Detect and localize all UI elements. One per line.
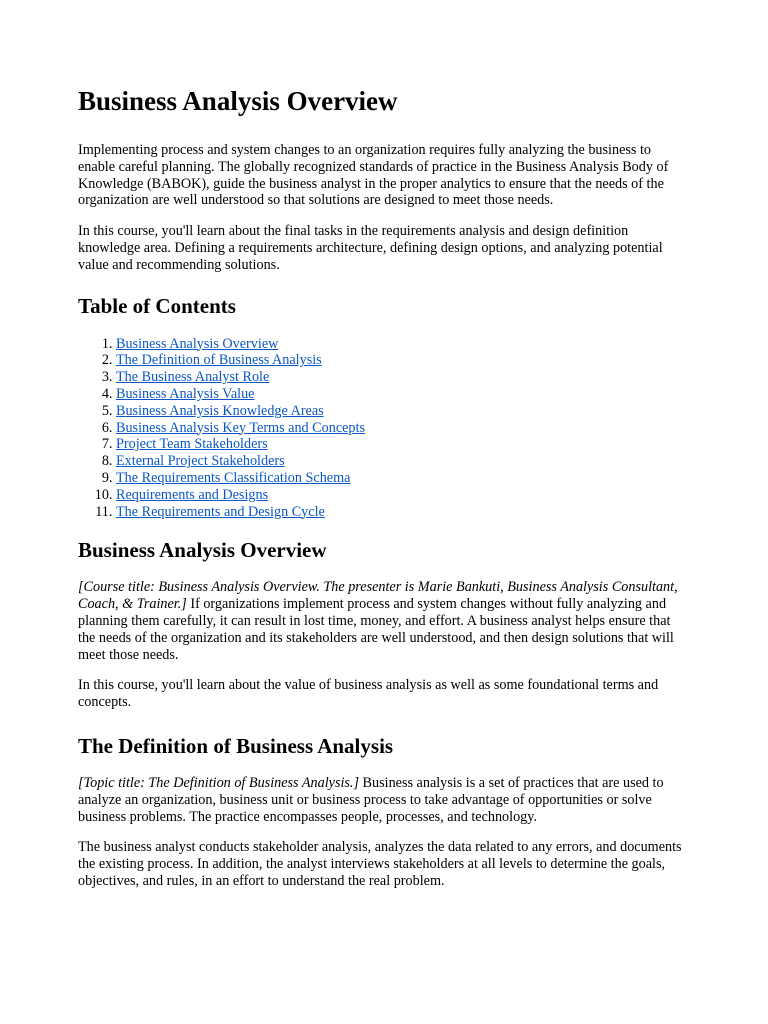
section-heading-definition: The Definition of Business Analysis — [78, 733, 394, 758]
toc-link-definition-of-business-analysis[interactable]: The Definition of Business Analysis — [116, 352, 322, 369]
definition-paragraph-2: The business analyst conducts stakeholder analysis, analyzes the data related to any errors, and documents the existing process. In addition, the analyst interviews stakeholders at all levels to determine the goals, objectives, and rules, in an effort to understand the real problem. — [78, 839, 682, 889]
course-title-note: [Course title: Business Analysis Overview. The presenter is Marie Bankuti, Business Analysis Consultant, Coach, & Trainer.] — [78, 579, 678, 613]
toc-link-business-analysis-value[interactable]: Business Analysis Value — [116, 385, 255, 402]
toc-item — [116, 369, 688, 386]
toc-link-requirements-and-designs[interactable]: Requirements and Designs — [116, 486, 269, 503]
toc-item — [116, 336, 688, 353]
toc-link-external-project-stakeholders[interactable]: External Project Stakeholders — [116, 453, 285, 470]
toc-link-business-analyst-role[interactable]: The Business Analyst Role — [116, 369, 270, 386]
topic-title-note: [Topic title: The Definition of Business Analysis.] — [78, 774, 359, 791]
toc-item — [116, 504, 688, 521]
toc-item — [116, 420, 688, 437]
toc-item — [116, 403, 688, 420]
intro-paragraph-2: In this course, you'll learn about the final tasks in the requirements analysis and design definition knowledge area. Defining a requirements architecture, defining design options, and analyzing potential value and recommending solutions. — [78, 223, 663, 273]
toc-link-project-team-stakeholders[interactable]: Project Team Stakeholders — [116, 436, 268, 453]
toc-link-requirements-and-design-cycle[interactable]: The Requirements and Design Cycle — [116, 503, 325, 520]
toc-item — [116, 470, 688, 487]
table-of-contents — [78, 336, 688, 521]
toc-heading: Table of Contents — [78, 293, 236, 318]
definition-paragraph-1-text: Business analysis is a set of practices that are used to analyze an organization, business unit or business process to take advantage of opportunities or solve business problems. The practice encompasses people, processes, and technology. — [78, 774, 664, 825]
toc-link-key-terms-and-concepts[interactable]: Business Analysis Key Terms and Concepts — [116, 419, 365, 436]
page-title: Business Analysis Overview — [78, 86, 398, 116]
toc-link-knowledge-areas[interactable]: Business Analysis Knowledge Areas — [116, 402, 324, 419]
toc-item — [116, 352, 688, 369]
section-heading-overview: Business Analysis Overview — [78, 538, 327, 563]
overview-paragraph-1 — [78, 579, 688, 663]
overview-paragraph-1-text: If organizations implement process and system changes without fully analyzing and planning them carefully, it can result in lost time, money, and effort. A business analyst helps ensure that the needs of the organization and its stakeholders are well understood, and then design solutions that will meet those needs. — [78, 596, 674, 663]
toc-item — [116, 487, 688, 504]
toc-item — [116, 453, 688, 470]
overview-paragraph-2: In this course, you'll learn about the value of business analysis as well as some foundational terms and concepts. — [78, 677, 659, 711]
toc-item — [116, 436, 688, 453]
toc-item — [116, 386, 688, 403]
toc-link-business-analysis-overview[interactable]: Business Analysis Overview — [116, 335, 279, 352]
intro-paragraph-1: Implementing process and system changes to an organization requires fully analyzing the business to enable careful planning. The globally recognized standards of practice in the Business Analysis Body of Knowledge (BABOK), guide the business analyst in the proper analytics to ensure that the needs of the organization are well understood so that solutions are designed to meet those needs. — [78, 142, 669, 209]
toc-link-requirements-classification-schema[interactable]: The Requirements Classification Schema — [116, 469, 351, 486]
definition-paragraph-1 — [78, 775, 688, 825]
